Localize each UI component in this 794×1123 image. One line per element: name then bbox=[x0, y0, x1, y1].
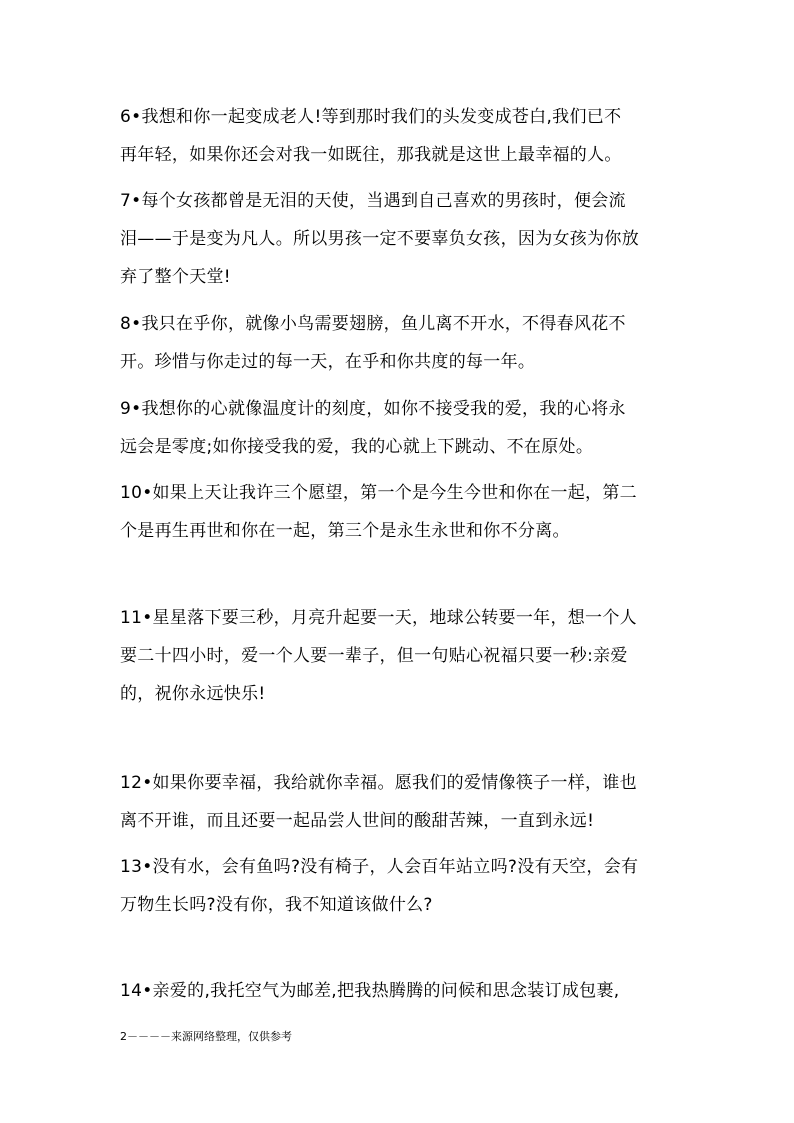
entry-text: •如果你要幸福，我给就你幸福。愿我们的爱情像筷子一样，谁也 bbox=[142, 773, 637, 793]
entry-number: 13 bbox=[120, 857, 143, 877]
entry-12 bbox=[120, 764, 680, 840]
entry-line bbox=[120, 848, 680, 886]
entry-line bbox=[120, 182, 680, 220]
entry-number: 12 bbox=[120, 773, 143, 793]
entry-line: 万物生长吗?没有你，我不知道该做什么? bbox=[120, 895, 433, 915]
entry-number: 6 bbox=[120, 107, 132, 127]
entry-line: 的，祝你永远快乐! bbox=[120, 684, 266, 704]
entry-10 bbox=[120, 474, 680, 550]
entry-line bbox=[120, 98, 680, 136]
entry-number: 7 bbox=[120, 191, 132, 211]
entry-text: •亲爱的,我托空气为邮差,把我热腾腾的问候和思念装订成包裹, bbox=[142, 981, 620, 1001]
entry-6 bbox=[120, 98, 680, 174]
page-footer bbox=[120, 1030, 292, 1044]
entry-line: 再年轻，如果你还会对我一如既往，那我就是这世上最幸福的人。 bbox=[120, 145, 622, 165]
entry-line: 弃了整个天堂! bbox=[120, 267, 231, 287]
entry-number: 10 bbox=[120, 483, 143, 503]
entry-line: 开。珍惜与你走过的每一天，在乎和你共度的每一年。 bbox=[120, 352, 536, 372]
entry-number: 9 bbox=[120, 399, 132, 419]
entry-line: 个是再生再世和你在一起，第三个是永生永世和你不分离。 bbox=[120, 521, 570, 541]
entry-line: 泪——于是变为凡人。所以男孩一定不要辜负女孩，因为女孩为你放 bbox=[120, 229, 639, 249]
entry-text: •没有水，会有鱼吗?没有椅子，人会百年站立吗?没有天空，会有 bbox=[142, 857, 639, 877]
entry-11 bbox=[120, 599, 680, 713]
entry-8 bbox=[120, 305, 680, 381]
entry-text: •我想你的心就像温度计的刻度，如你不接受我的爱，我的心将永 bbox=[131, 399, 626, 419]
entry-14 bbox=[120, 972, 680, 1010]
page-number: 2 bbox=[120, 1030, 127, 1043]
entry-text: •每个女孩都曾是无泪的天使，当遇到自己喜欢的男孩时，便会流 bbox=[131, 191, 626, 211]
entry-line bbox=[120, 972, 680, 1010]
footer-note: －－－－来源网络整理，仅供参考 bbox=[127, 1030, 292, 1043]
entry-number: 11 bbox=[120, 608, 143, 628]
entry-line bbox=[120, 599, 680, 637]
entry-9 bbox=[120, 390, 680, 466]
entry-7 bbox=[120, 182, 680, 296]
entry-line bbox=[120, 305, 680, 343]
entry-line: 离不开谁，而且还要一起品尝人世间的酸甜苦辣，一直到永远! bbox=[120, 811, 595, 831]
entry-text: •我只在乎你，就像小鸟需要翅膀，鱼儿离不开水，不得春风花不 bbox=[131, 314, 626, 334]
entry-number: 8 bbox=[120, 314, 132, 334]
entry-line: 远会是零度;如你接受我的爱，我的心就上下跳动、不在原处。 bbox=[120, 437, 594, 457]
entry-number: 14 bbox=[120, 981, 143, 1001]
entry-text: •我想和你一起变成老人!等到那时我们的头发变成苍白,我们已不 bbox=[131, 107, 622, 127]
entry-13 bbox=[120, 848, 680, 924]
entry-text: •星星落下要三秒，月亮升起要一天，地球公转要一年，想一个人 bbox=[142, 608, 637, 628]
entry-line bbox=[120, 764, 680, 802]
entry-line bbox=[120, 390, 680, 428]
entry-line bbox=[120, 474, 680, 512]
entry-line: 要二十四小时，爱一个人要一辈子，但一句贴心祝福只要一秒:亲爱 bbox=[120, 646, 628, 666]
entry-text: •如果上天让我许三个愿望，第一个是今生今世和你在一起，第二 bbox=[142, 483, 637, 503]
